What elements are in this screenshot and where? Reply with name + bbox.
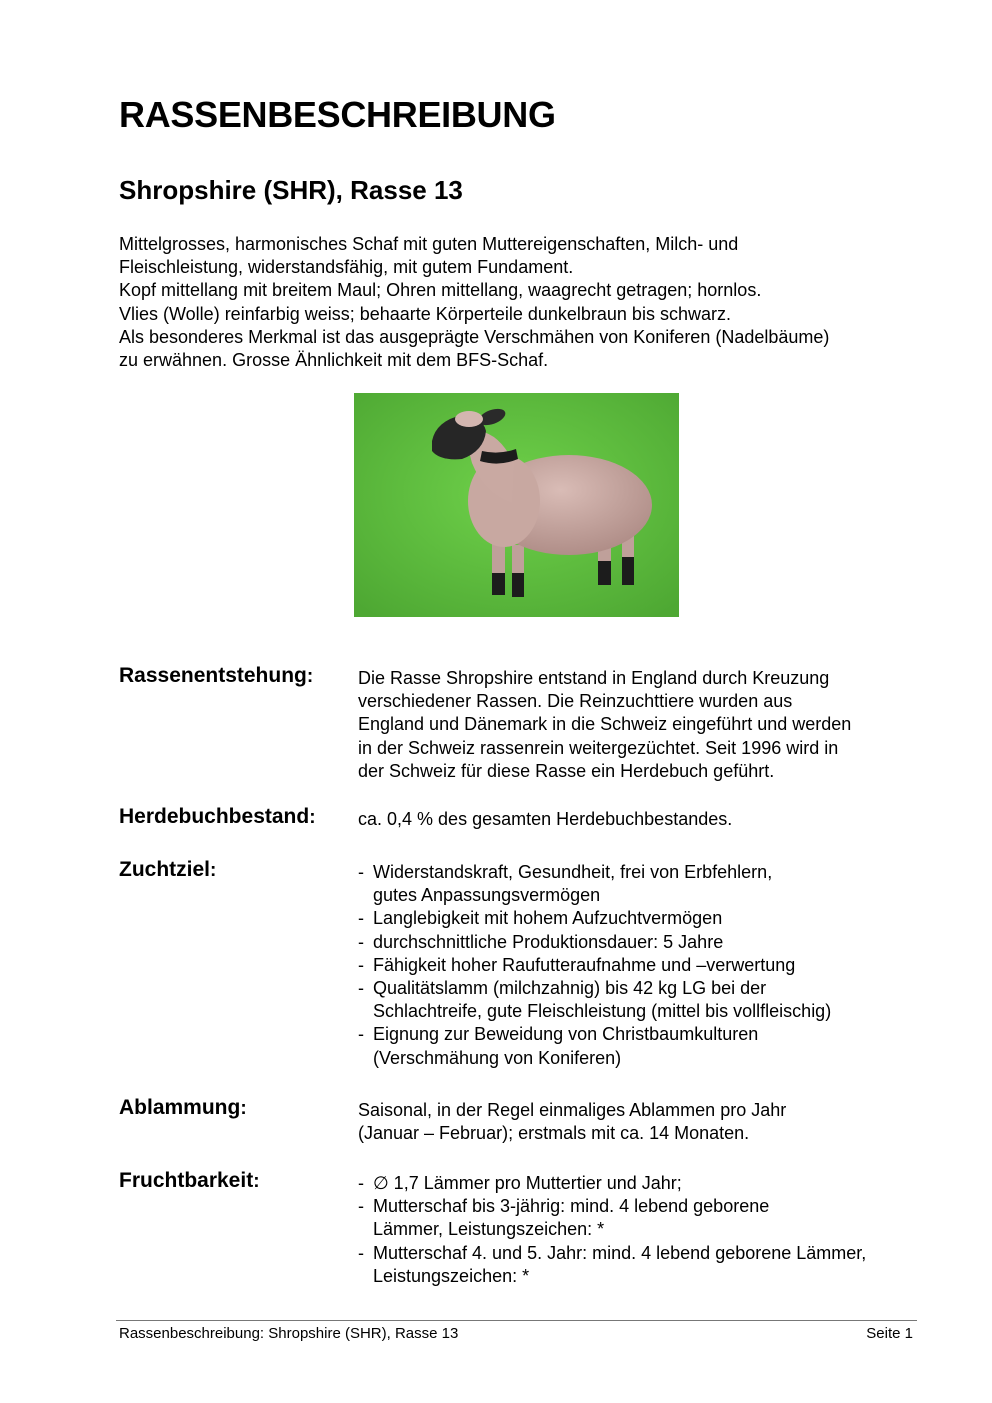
- intro-line: Mittelgrosses, harmonisches Schaf mit guten Muttereigenschaften, Milch- und: [119, 234, 739, 254]
- sheep-leg: [622, 557, 634, 585]
- section-label: Fruchtbarkeit:: [119, 1169, 260, 1192]
- section-content: [358, 1099, 928, 1145]
- intro-line: Vlies (Wolle) reinfarbig weiss; behaarte Körperteile dunkelbraun bis schwarz.: [119, 303, 731, 324]
- list-item: - Qualitätslamm (milchzahnig) bis 42 kg LG bei der Schlachtreife, gute Fleischleistung (mittel bis vollfleischig): [358, 978, 832, 1022]
- intro-line: Als besonderes Merkmal ist das ausgeprägte Verschmähen von Koniferen (Nadelbäume): [119, 326, 830, 347]
- sheep-forehead: [455, 411, 483, 427]
- section-label: Rassenentstehung:: [119, 664, 314, 687]
- section-label: Herdebuchbestand:: [119, 805, 316, 828]
- list-item: - Fähigkeit hoher Raufutteraufnahme und –verwertung: [358, 954, 796, 975]
- sheep-photo: [354, 393, 679, 617]
- intro-line: zu erwähnen. Grosse Ähnlichkeit mit dem BFS-Schaf.: [119, 350, 549, 371]
- text-line: Saisonal, in der Regel einmaliges Ablammen pro Jahr: [358, 1100, 787, 1120]
- text-line: (Januar – Februar); erstmals mit ca. 14 Monaten.: [358, 1123, 750, 1144]
- text-line: ca. 0,4 % des gesamten Herdebuchbestandes.: [358, 809, 733, 829]
- list-item: - Langlebigkeit mit hohem Aufzuchtvermögen: [358, 908, 723, 929]
- section-content: [358, 861, 928, 1070]
- page-number: Seite 1: [866, 1325, 913, 1342]
- sheep-leg: [598, 561, 611, 585]
- breed-subtitle: Shropshire (SHR), Rasse 13: [119, 175, 463, 205]
- intro-line: Fleischleistung, widerstandsfähig, mit gutem Fundament.: [119, 257, 574, 278]
- list-item: - Eignung zur Beweidung von Christbaumkulturen (Verschmähung von Koniferen): [358, 1024, 759, 1068]
- text-line: in der Schweiz rassenrein weitergezüchtet. Seit 1996 wird in: [358, 737, 839, 758]
- section-label: Ablammung:: [119, 1096, 247, 1119]
- list-item: - ∅ 1,7 Lämmer pro Muttertier und Jahr;: [358, 1173, 682, 1193]
- intro-paragraph: [119, 233, 939, 372]
- list-item: - Widerstandskraft, Gesundheit, frei von Erbfehlern, gutes Anpassungsvermögen: [358, 862, 773, 906]
- intro-line: Kopf mittellang mit breitem Maul; Ohren mittellang, waagrecht getragen; hornlos.: [119, 280, 762, 301]
- footer-title: Rassenbeschreibung: Shropshire (SHR), Rasse 13: [119, 1325, 459, 1342]
- section-label: Zuchtziel:: [119, 858, 217, 881]
- section-content: [358, 808, 928, 831]
- text-line: verschiedener Rassen. Die Reinzuchttiere wurden aus: [358, 691, 793, 712]
- list-item: - Mutterschaf bis 3-jährig: mind. 4 lebend geborene Lämmer, Leistungszeichen: *: [358, 1196, 770, 1240]
- text-line: Die Rasse Shropshire entstand in England durch Kreuzung: [358, 668, 830, 688]
- page-title: RASSENBESCHREIBUNG: [119, 94, 556, 135]
- list-item: - durchschnittliche Produktionsdauer: 5 Jahre: [358, 931, 724, 952]
- section-content: [358, 1172, 928, 1288]
- section-content: [358, 667, 928, 783]
- text-line: England und Dänemark in die Schweiz eingeführt und werden: [358, 714, 852, 735]
- text-line: der Schweiz für diese Rasse ein Herdebuch geführt.: [358, 760, 775, 781]
- sheep-leg: [492, 573, 505, 595]
- list-item: - Mutterschaf 4. und 5. Jahr: mind. 4 lebend geborene Lämmer, Leistungszeichen: *: [358, 1242, 867, 1286]
- sheep-leg: [512, 573, 524, 597]
- footer-divider: [116, 1320, 917, 1321]
